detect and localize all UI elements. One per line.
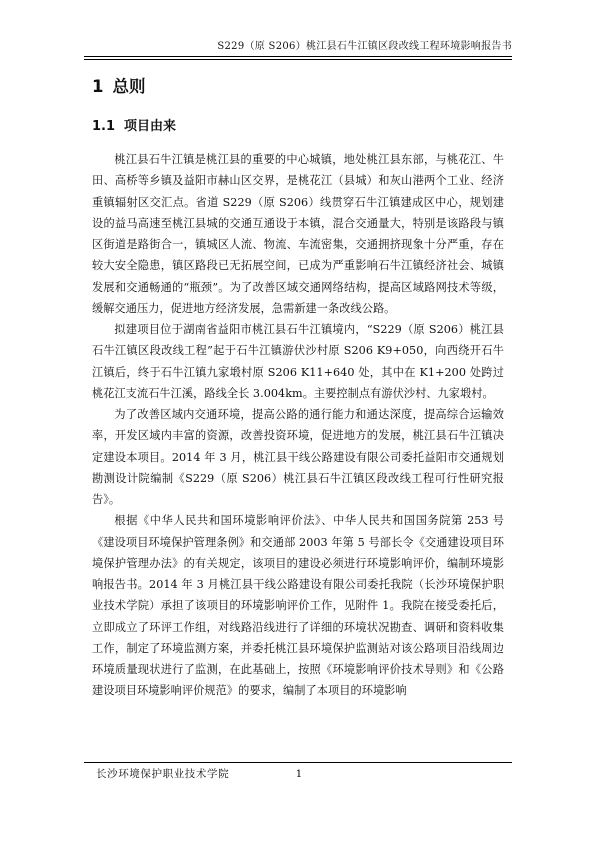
running-header: S229（原 S206）桃江县石牛江镇区段改线工程环境影响报告书 [217,41,512,52]
paragraph: 为了改善区域内交通环境，提高公路的通行能力和通达深度，提高综合运输效率，开发区域内丰富的资源，改善投资环境，促进地方的发展，桃江县石牛江镇决定建设本项目。2014 年 3 月，桃江县干线公路建设有限公司委托益阳市交通规划勘测设计院编制《S229（原 S206）桃江县石牛江镇区段改线工程可行性研究报告》。 [92,408,504,506]
footer-rule [84,762,512,763]
paragraph: 桃江县石牛江镇是桃江县的重要的中心城镇，地处桃江县东部，与桃花江、牛田、高桥等乡镇及益阳市赫山区交界，是桃花江（县城）和灰山港两个工业、经济重镇辐射区交汇点。省道 S229（原 S206）线贯穿石牛江镇建成区中心，规划建设的益马高速至桃江县城的交通互通设于本镇，混合交通量大，特别是该路段与镇区街道是路街合一，镇城区人流、物流、车流密集，交通拥挤现象十分严重，存在较大安全隐患，镇区路段已无拓展空间，已成为严重影响石牛江镇经济社会、城镇发展和交通畅通的“瓶颈”。为了改善区域交通网络结构，提高区域路网技术等级，缓解交通压力，促进地方经济发展，急需新建一条改线公路。 [92,153,504,315]
footer-institution: 长沙环境保护职业技术学院 [96,768,230,780]
paragraph: 拟建项目位于湖南省益阳市桃江县石牛江镇境内，“S229（原 S206）桃江县石牛江镇区段改线工程”起于石牛江镇游伏沙村原 S206 K9+050，向西绕开石牛江镇后，终于石牛江镇九家塅村原 S206 K11+640 处，其中在 K1+200 处跨过桃花江支流石牛江溪，路线全长 3.004km。主要控制点有游伏沙村、九家塅村。 [92,323,504,400]
paragraph: 根据《中华人民共和国环境影响评价法》、中华人民共和国国务院第 253 号《建设项目环境保护管理条例》和交通部 2003 年第 5 号部长令《交通建设项目环境保护管理办法》的有关规定，该项目的建设必须进行环境影响评价，编制环境影响报告书。2014 年 3 月桃江县干线公路建设有限公司委托我院（长沙环境保护职业技术学院）承担了该项目的环境影响评价工作，见附件 1。我院在接受委托后，立即成立了环评工作组，对线路沿线进行了详细的环境状况勘查、调研和资料收集工作，制定了环境监测方案，并委托桃江县环境保护监测站对该公路项目沿线周边环境质量现状进行了监测，在此基础上，按照《环境影响评价技术导则》和《公路建设项目环境影响评价规范》的要求，编制了本项目的环境影响 [92,514,504,698]
chapter-title: 总则 [112,77,146,96]
page-number: 1 [295,768,303,780]
header-rule-thin [84,59,512,60]
section-title: 项目由来 [124,119,177,134]
chapter-heading [92,76,145,98]
body-text [92,149,504,702]
section-number: 1.1 [92,119,116,134]
chapter-number: 1 [92,77,104,96]
section-heading [92,118,176,136]
header-rule-thick [84,56,512,57]
